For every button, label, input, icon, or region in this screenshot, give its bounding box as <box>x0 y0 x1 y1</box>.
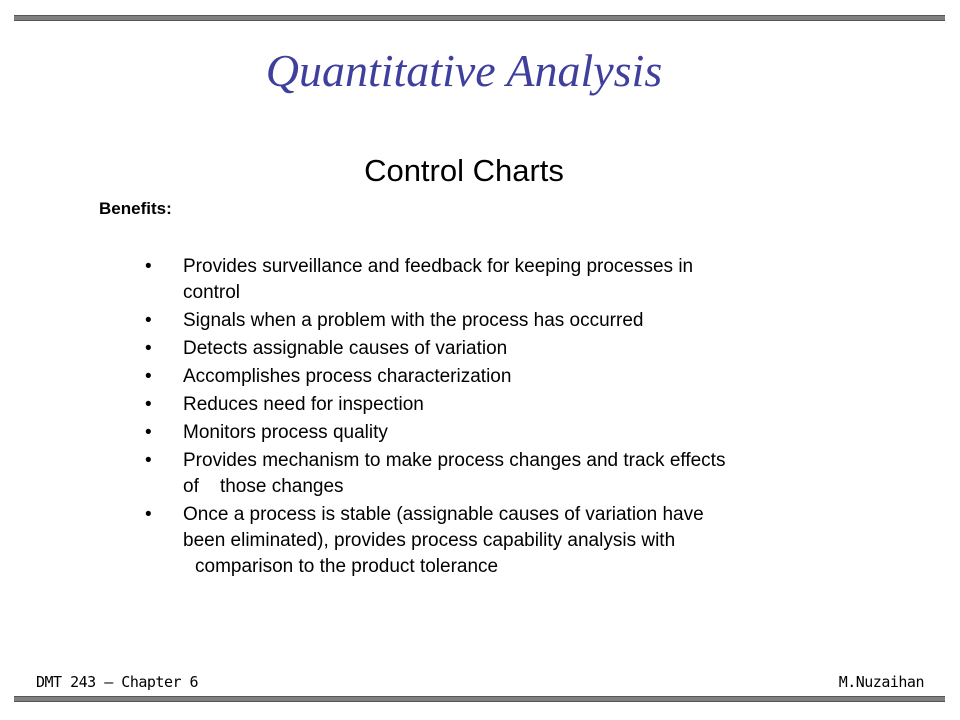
bullet-marker: • <box>145 422 152 443</box>
bullet-line: Monitors process quality <box>183 422 388 443</box>
bullet-item <box>145 502 885 580</box>
bullet-line: Provides mechanism to make process changes and track effects <box>183 450 726 471</box>
bullet-list <box>145 254 885 582</box>
bottom-rule <box>14 696 945 702</box>
bullet-line: Signals when a problem with the process has occurred <box>183 310 644 331</box>
bullet-marker: • <box>145 504 152 525</box>
bullet-marker: • <box>145 256 152 277</box>
bullet-item <box>145 392 885 418</box>
bullet-line: Reduces need for inspection <box>183 394 424 415</box>
bullet-item <box>145 308 885 334</box>
bullet-marker: • <box>145 310 152 331</box>
bullet-item <box>145 364 885 390</box>
bullet-line: Provides surveillance and feedback for keeping processes in <box>183 256 694 277</box>
footer-course: DMT 243 – Chapter 6 <box>36 673 199 691</box>
footer-author: M.Nuzaihan <box>838 673 924 691</box>
bullet-line: comparison to the product tolerance <box>195 556 499 577</box>
bullet-item <box>145 420 885 446</box>
slide-title: Quantitative Analysis <box>265 45 663 96</box>
bullet-line: been eliminated), provides process capability analysis with <box>183 530 676 551</box>
bullet-line: Accomplishes process characterization <box>183 366 512 387</box>
bullet-marker: • <box>145 394 152 415</box>
top-rule <box>14 15 945 21</box>
bullet-item <box>145 336 885 362</box>
bullet-marker: • <box>145 338 152 359</box>
bullet-line: Detects assignable causes of variation <box>183 338 508 359</box>
bullet-line: Once a process is stable (assignable causes of variation have <box>183 504 704 525</box>
slide-subtitle: Control Charts <box>364 153 564 188</box>
bullet-marker: • <box>145 450 152 471</box>
bullet-line: control <box>183 282 241 303</box>
bullet-line: of those changes <box>183 476 344 497</box>
bullet-item <box>145 254 885 306</box>
section-label: Benefits: <box>99 199 172 218</box>
bullet-marker: • <box>145 366 152 387</box>
bullet-item <box>145 448 885 500</box>
